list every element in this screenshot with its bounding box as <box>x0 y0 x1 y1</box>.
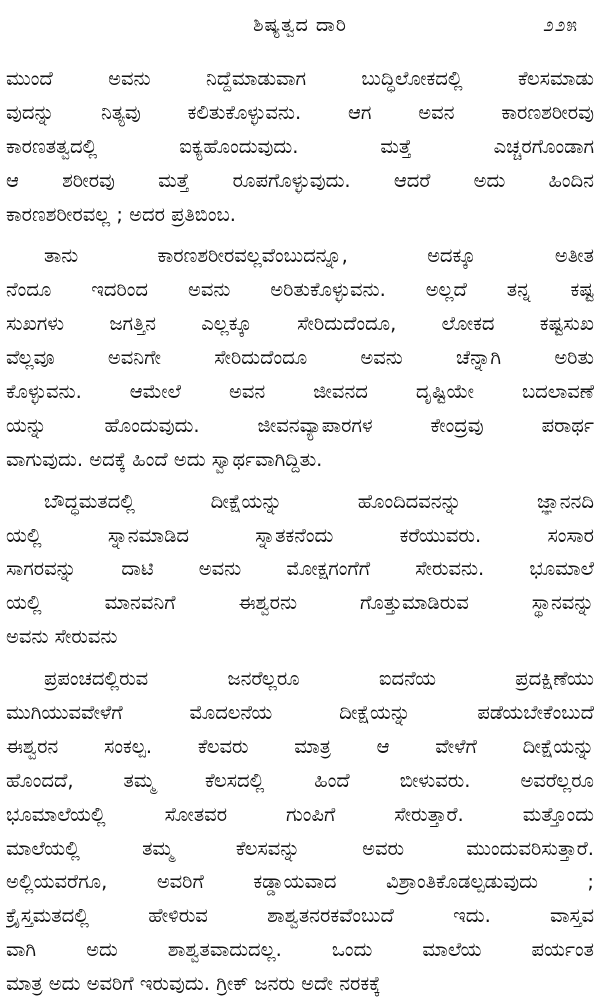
text-line: ಕೊಳ್ಳುವನು. ಆಮೇಲೆ ಅವನ ಜೀವನದ ದೃಷ್ಟಿಯೇ ಬದಲಾವಣೆ <box>6 380 594 404</box>
text-line: ಕ್ರೈಸ್ತಮತದಲ್ಲಿ ಹೇಳಿರುವ ಶಾಶ್ವತನರಕವೆಂಬುದೆ ಇದು. ವಾಸ್ತವ <box>6 904 594 928</box>
running-title: ಶಿಷ್ಯತ್ವದ ದಾರಿ <box>253 14 347 36</box>
paragraph <box>6 662 594 1001</box>
text-line: ಮಾತ್ರ ಅದು ಅವರಿಗೆ ಇರುವುದು. ಗ್ರೀಕ್ ಜನರು ಅದೇ ನರಕಕ್ಕೆ <box>6 972 381 996</box>
text-line: ಸಾಗರವನ್ನು ದಾಟಿ ಅವನು ಮೋಕ್ಷಗಂಗೆಗೆ ಸೇರುವನು. ಭೂಮಾಲೆ <box>6 557 594 581</box>
text-line: ಹೊಂದದೆ, ತಮ್ಮ ಕೆಲಸದಲ್ಲಿ ಹಿಂದೆ ಬೀಳುವರು. ಅವರೆಲ್ಲರೂ <box>6 768 594 792</box>
text-line: ವಾಗುವುದು. ಅದಕ್ಕೆ ಹಿಂದೆ ಅದು ಸ್ವಾರ್ಥವಾಗಿದ್ದಿತು. <box>6 447 323 471</box>
paragraph <box>6 485 594 654</box>
text-line: ಆ ಶರೀರವು ಮತ್ತೆ ರೂಪಗೊಳ್ಳುವುದು. ಆದರೆ ಅದು ಹಿಂದಿನ <box>6 168 594 192</box>
text-line: ವಾಗಿ ಅದು ಶಾಶ್ವತವಾದುದಲ್ಲ. ಒಂದು ಮಾಲೆಯ ಪರ್ಯಂತ <box>6 938 594 962</box>
text-line: ಬೌದ್ಧಮತದಲ್ಲಿ ದೀಕ್ಷೆಯನ್ನು ಹೊಂದಿದವನನ್ನು ಜ್ಞಾನನದಿ <box>44 489 594 513</box>
body-text <box>6 62 594 1001</box>
text-line: ಈಶ್ವರನ ಸಂಕಲ್ಪ. ಕೆಲವರು ಮಾತ್ರ ಆ ವೇಳೆಗೆ ದೀಕ್ಷೆಯನ್ನು <box>6 734 594 758</box>
text-line: ನೆಂದೂ ಇದರಿಂದ ಅವನು ಅರಿತುಕೊಳ್ಳುವನು. ಅಲ್ಲದೆ ತನ್ನ ಕಷ್ಟ <box>6 278 594 302</box>
text-line: ಮಾಲೆಯಲ್ಲಿ ತಮ್ಮ ಕೆಲಸವನ್ನು ಅವರು ಮುಂದುವರಿಸುತ್ತಾರೆ. <box>6 836 594 860</box>
text-line: ಕಾರಣತತ್ವದಲ್ಲಿ ಐಕ್ಯಹೊಂದುವುದು. ಮತ್ತೆ ಎಚ್ಚರಗೊಂಡಾಗ <box>6 134 594 158</box>
text-line: ಭೂಮಾಲೆಯಲ್ಲಿ ಸೋತವರ ಗುಂಪಿಗೆ ಸೇರುತ್ತಾರೆ. ಮತ್ತೊಂದು <box>6 802 594 826</box>
page-number: ೨೨೫ <box>543 14 578 36</box>
text-line: ಮುಂದೆ ಅವನು ನಿದ್ದೆಮಾಡುವಾಗ ಬುದ್ಧಿಲೋಕದಲ್ಲಿ ಕೆಲಸಮಾಡು <box>6 67 594 90</box>
text-line: ಯಲ್ಲಿ ಮಾನವನಿಗೆ ಈಶ್ವರನು ಗೊತ್ತುಮಾಡಿರುವ ಸ್ಥಾನವನ್ನು <box>6 591 594 615</box>
running-header <box>0 6 600 46</box>
text-line: ವುದನ್ನು ನಿತ್ಯವು ಕಲಿತುಕೊಳ್ಳುವನು. ಆಗ ಅವನ ಕಾರಣಶರೀರವು <box>6 100 594 124</box>
text-line: ವೆಲ್ಲವೂ ಅವನಿಗೇ ಸೇರಿದುದೆಂದೂ ಅವನು ಚೆನ್ನಾಗಿ ಅರಿತು <box>6 346 594 370</box>
text-line: ಅವನು ಸೇರುವನು <box>6 625 118 649</box>
text-line: ಯನ್ನು ಹೊಂದುವುದು. ಜೀವನವ್ಯಾಪಾರಗಳ ಕೇಂದ್ರವು ಪರಾರ್ಥ <box>6 413 594 437</box>
text-line: ತಾನು ಕಾರಣಶರೀರವಲ್ಲವೆಂಬುದನ್ನೂ, ಅದಕ್ಕೂ ಅತೀತ <box>44 244 594 268</box>
text-line: ಪ್ರಪಂಚದಲ್ಲಿರುವ ಜನರೆಲ್ಲರೂ ಐದನೆಯ ಪ್ರದಕ್ಷಿಣೆಯು <box>44 667 594 691</box>
text-line: ಯಲ್ಲಿ ಸ್ನಾನಮಾಡಿದ ಸ್ನಾತಕನೆಂದು ಕರೆಯುವರು. ಸಂಸಾರ <box>6 523 594 547</box>
paragraph <box>6 239 594 476</box>
paragraph <box>6 62 594 231</box>
text-line: ಸುಖಗಳು ಜಗತ್ತಿನ ಎಲ್ಲಕ್ಕೂ ಸೇರಿದುದೆಂದೂ, ಲೋಕದ ಕಷ್ಟಸುಖ <box>6 312 594 336</box>
text-line: ಮುಗಿಯುವವೇಳೆಗೆ ಮೊದಲನೆಯ ದೀಕ್ಷೆಯನ್ನು ಪಡೆಯಬೇಕೆಂಬುದೆ <box>6 701 594 725</box>
text-line: ಅಲ್ಲಿಯವರೆಗೂ, ಅವರಿಗೆ ಕಡ್ಡಾಯವಾದ ವಿಶ್ರಾಂತಿಕೊಡಲ್ಪಡುವುದು ; <box>6 870 594 894</box>
text-line: ಕಾರಣಶರೀರವಲ್ಲ ; ಅದರ ಪ್ರತಿಬಿಂಬ. <box>6 202 236 226</box>
